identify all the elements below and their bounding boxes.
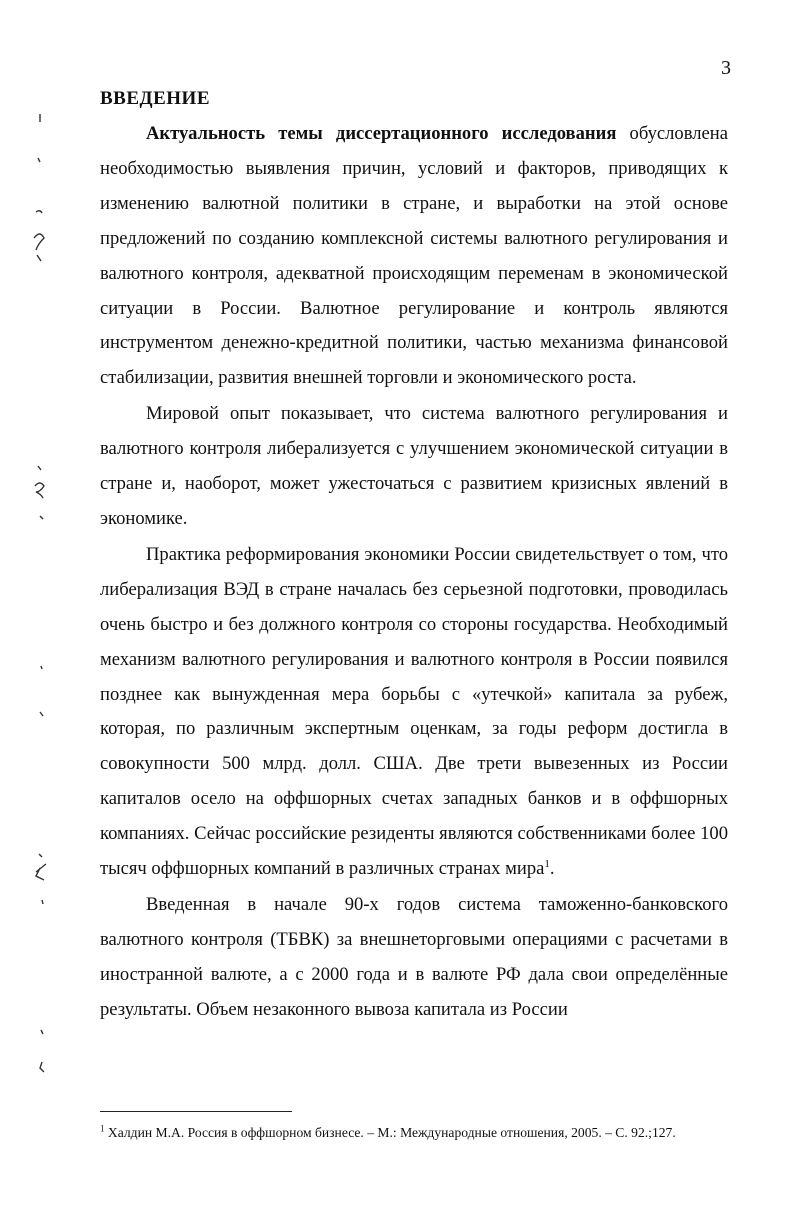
paragraph-tbvk-system xyxy=(100,888,728,1028)
footnote-reference[interactable]: 1 xyxy=(544,857,550,870)
footnote-marker: 1 xyxy=(100,1123,105,1134)
page-number: 3 xyxy=(721,57,731,79)
scan-artifact-4 xyxy=(36,854,46,904)
paragraph-relevance xyxy=(100,117,728,396)
margin-scan-marks xyxy=(28,100,68,1100)
page-title: ВВЕДЕНИЕ xyxy=(100,88,210,109)
footnote-text: Халдин М.А. Россия в оффшорном бизнесе. – М.: Международные отношения, 2005. – С. 92.;127. xyxy=(104,1125,676,1140)
footnote-separator xyxy=(100,1111,292,1112)
paragraph-text: Практика реформирования экономики России свидетельствует о том, что либерализация ВЭД в стране началась без серьезной подготовки, проводилась очень быстро и без должного контроля со стороны государства. Необходимый механизм валютного регулирования и валютного контроля в России появился позднее как вынужденная мера борьбы с «утечкой» капитала за рубеж, которая, по различным экспертным оценкам, за годы реформ достигла в совокупности 500 млрд. долл. США. Две трети вывезенных из России капиталов осело на оффшорных счетах западных банков и в оффшорных компаниях. Сейчас российские резиденты являются собственниками более 100 тысяч оффшорных компаний в различных странах мира xyxy=(100,543,728,880)
paragraph-text: обусловлена необходимостью выявления причин, условий и факторов, приводящих к изменению валютной политики в стране, и выработки на этой основе предложений по созданию комплексной системы валютного регулирования и валютного контроля, адекватной происходящим переменам в экономической ситуации в России. Валютное регулирование и контроль являются инструментом денежно-кредитной политики, частью механизма финансовой стабилизации, развития внешней торговли и экономического роста. xyxy=(100,123,728,389)
body-text xyxy=(100,117,728,1029)
paragraph-end: . xyxy=(549,858,555,880)
scan-artifact-2 xyxy=(35,466,44,519)
scan-artifact-1 xyxy=(34,114,44,261)
paragraph-text: Введенная в начале 90-х годов система таможенно-банковского валютного контроля (ТБВК) за внешнеторговыми операциями с расчетами в иностранной валюте, а с 2000 года и в валюте РФ дала свои определённые результаты. Объем незаконного вывоза капитала из России xyxy=(100,893,728,1020)
scan-artifact-3 xyxy=(40,666,43,716)
paragraph-text: Мировой опыт показывает, что система валютного регулирования и валютного контроля либерализуется с улучшением экономической ситуации в стране и, наоборот, может ужесточаться с развитием кризисных явлений в экономике. xyxy=(100,403,728,529)
paragraph-reform-practice xyxy=(100,538,728,887)
footnote xyxy=(100,1125,740,1141)
paragraph-world-experience xyxy=(100,397,728,537)
scan-artifact-5 xyxy=(40,1030,44,1072)
paragraph-lead: Актуальность темы диссертационного исследования xyxy=(146,123,617,144)
